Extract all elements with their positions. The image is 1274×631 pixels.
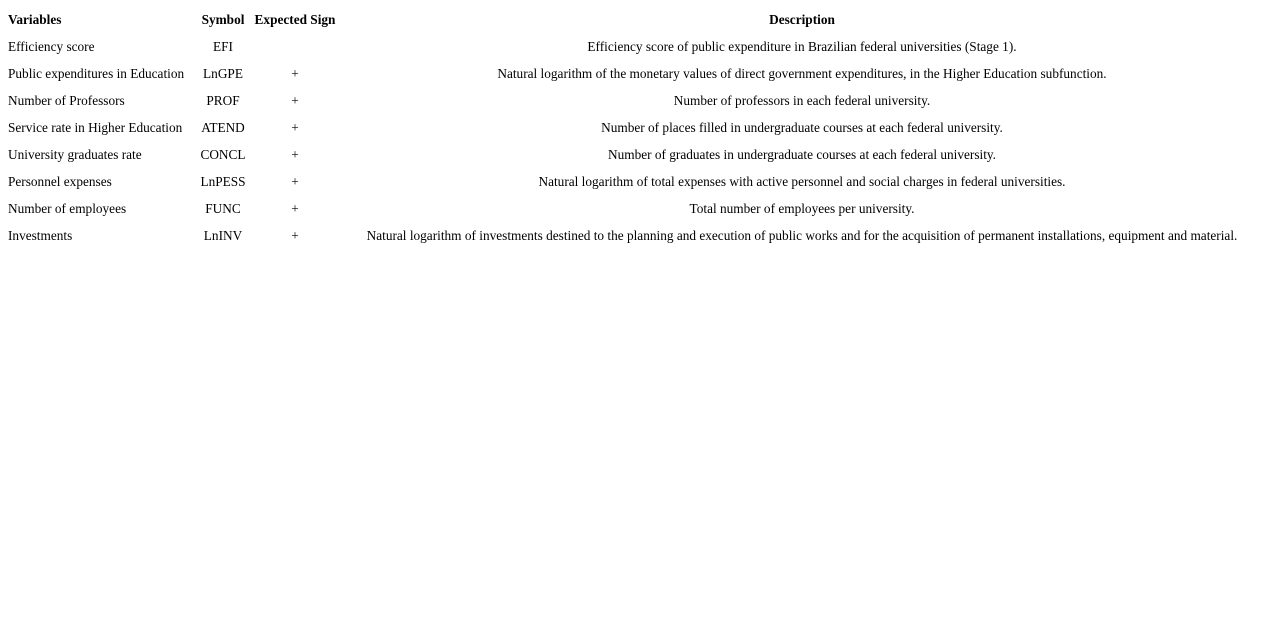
cell-expected-sign: + xyxy=(291,120,299,135)
cell-expected-sign: + xyxy=(291,201,299,216)
cell-variable: Number of Professors xyxy=(8,93,125,108)
variables-table xyxy=(5,5,1265,250)
cell-expected-sign: + xyxy=(291,228,299,243)
cell-symbol: LnGPE xyxy=(203,66,243,81)
header-expected-sign: Expected Sign xyxy=(254,12,336,27)
table-row xyxy=(7,61,1263,86)
cell-variable: Number of employees xyxy=(8,201,127,216)
table-row xyxy=(7,223,1263,248)
table-row xyxy=(7,169,1263,194)
table-row xyxy=(7,196,1263,221)
cell-description: Natural logarithm of investments destined to the planning and execution of public works and for the acquisition of permanent installations, equipment and material. xyxy=(366,228,1238,243)
cell-expected-sign: + xyxy=(291,174,299,189)
cell-symbol: LnPESS xyxy=(200,174,246,189)
cell-symbol: CONCL xyxy=(200,147,246,162)
cell-description: Number of professors in each federal university. xyxy=(673,93,931,108)
cell-description: Natural logarithm of the monetary values of direct government expenditures, in the Higher Education subfunction. xyxy=(497,66,1107,81)
cell-expected-sign: + xyxy=(291,66,299,81)
cell-description: Number of graduates in undergraduate courses at each federal university. xyxy=(607,147,997,162)
cell-description: Number of places filled in undergraduate courses at each federal university. xyxy=(601,120,1003,135)
cell-symbol: ATEND xyxy=(201,120,245,135)
cell-symbol: LnINV xyxy=(203,228,243,243)
cell-symbol: EFI xyxy=(213,39,233,54)
header-variables: Variables xyxy=(8,12,62,27)
cell-variable: Personnel expenses xyxy=(8,174,112,189)
cell-variable: University graduates rate xyxy=(8,147,142,162)
cell-variable: Investments xyxy=(8,228,73,243)
cell-expected-sign xyxy=(251,34,339,59)
header-symbol: Symbol xyxy=(201,12,245,27)
cell-variable: Public expenditures in Education xyxy=(8,66,185,81)
cell-description: Total number of employees per university. xyxy=(689,201,915,216)
table-row xyxy=(7,88,1263,113)
cell-description: Efficiency score of public expenditure in Brazilian federal universities (Stage 1). xyxy=(587,39,1017,54)
table-row xyxy=(7,142,1263,167)
table-row xyxy=(7,115,1263,140)
table-header-row xyxy=(7,7,1263,32)
cell-symbol: FUNC xyxy=(205,201,241,216)
cell-expected-sign: + xyxy=(291,93,299,108)
cell-symbol: PROF xyxy=(206,93,240,108)
cell-variable: Efficiency score xyxy=(8,39,95,54)
variables-table-container xyxy=(5,5,1265,250)
table-row xyxy=(7,34,1263,59)
cell-description: Natural logarithm of total expenses with active personnel and social charges in federal universities. xyxy=(538,174,1066,189)
cell-expected-sign: + xyxy=(291,147,299,162)
cell-variable: Service rate in Higher Education xyxy=(8,120,183,135)
header-description: Description xyxy=(769,12,835,27)
